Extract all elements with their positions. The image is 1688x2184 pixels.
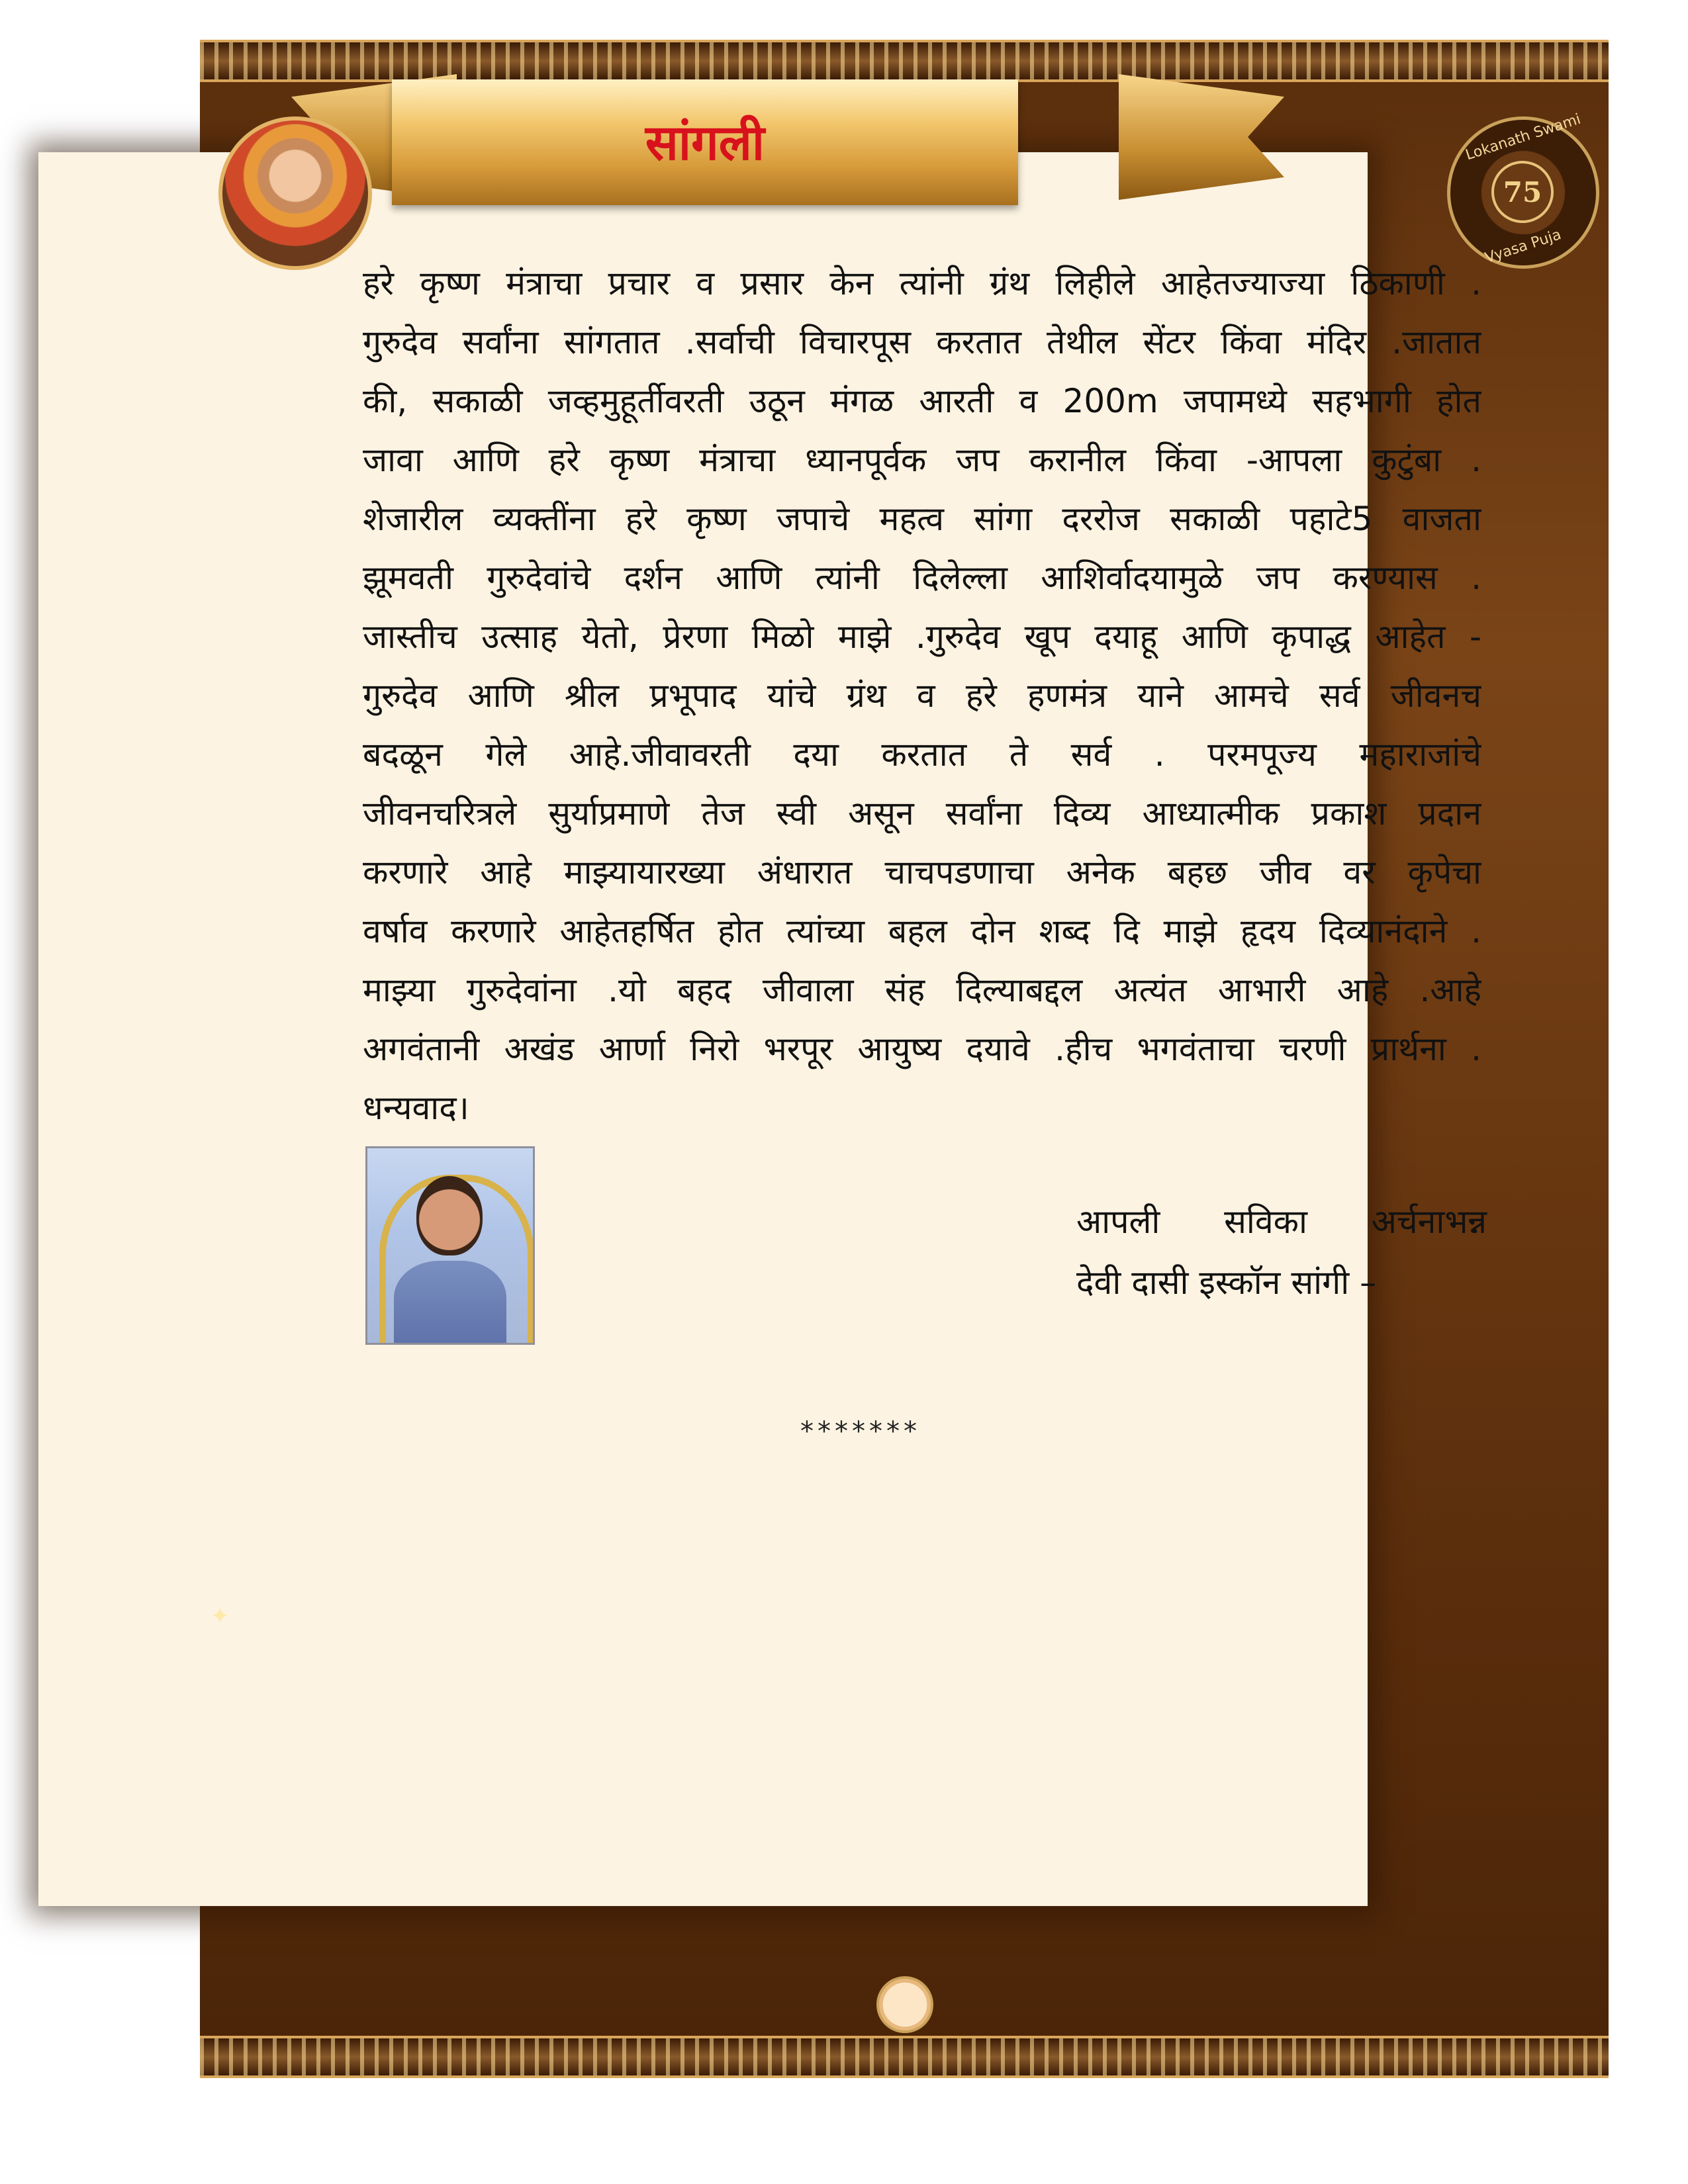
page-title: सांगली xyxy=(645,114,765,171)
sparkle-icon: ✦ xyxy=(211,1603,230,1629)
body-line: शेजारील व्यक्तींना हरे कृष्ण जपाचे महत्व सांगा दररोज सकाळी पहाटे5 वाजता xyxy=(363,500,1481,538)
anniversary-badge xyxy=(1447,111,1599,269)
badge-number: 75 xyxy=(1491,161,1554,223)
title-ribbon xyxy=(392,79,1018,205)
body-line: की, सकाळी जव्हमुहूर्तीवरती उठून मंगळ आरती व 200m जपामध्ये सहभागी होत xyxy=(363,382,1481,420)
decorative-border-top xyxy=(200,40,1609,82)
body-line: हरे कृष्ण मंत्राचा प्रचार व प्रसार केन त्यांनी ग्रंथ लिहीले आहेतज्याज्या ठिकाणी . xyxy=(363,264,1481,302)
author-photo xyxy=(365,1146,535,1345)
body-line: गुरुदेव सर्वांना सांगतात .सर्वाची विचारपूस करतात तेथील सेंटर किंवा मंदिर .जातात xyxy=(363,323,1481,361)
decorative-border-bottom xyxy=(200,2036,1609,2078)
body-line: अगवंतानी अखंड आर्णा निरो भरपूर आयुष्य दयावे .हीच भगवंताचा चरणी प्रार्थना . xyxy=(363,1030,1481,1068)
guru-portrait xyxy=(218,116,372,270)
signature-block xyxy=(1076,1191,1487,1313)
bottom-ornament xyxy=(876,1976,933,2033)
body-line: जास्तीच उत्साह येतो, प्रेरणा मिळो माझे .गुरुदेव खूप दयाहू आणि कृपाद्ध आहेत - xyxy=(363,617,1481,656)
body-line: झूमवती गुरुदेवांचे दर्शन आणि त्यांनी दिलेल्ला आशिर्वादयामुळे जप करण्यास . xyxy=(363,559,1481,597)
body-line: बदळून गेले आहे.जीवावरती दया करतात ते सर्व . परमपूज्य महाराजांचे xyxy=(363,735,1481,774)
signature-line-2: देवी दासी इस्कॉन सांगी – xyxy=(1076,1263,1377,1302)
body-line: वर्षाव करणारे आहेतहर्षित होत त्यांच्या बहल दोन शब्द दि माझे हृदय दिव्यानंदाने . xyxy=(363,912,1481,950)
badge-bottom-text: Vyasa Puja xyxy=(1483,226,1564,267)
body-line: करणारे आहे माझ्यायारख्या अंधारात चाचपडणाचा अनेक बहछ जीव वर कृपेचा xyxy=(363,853,1481,891)
body-line: माझ्या गुरुदेवांना .यो बहद जीवाला संह दिल्याबद्दल अत्यंत आभारी आहे .आहे xyxy=(363,971,1481,1009)
body-line: जीवनचरित्रले सुर्याप्रमाणे तेज स्वी असून सर्वांना दिव्य आध्यात्मीक प्रकाश प्रदान xyxy=(363,794,1481,833)
body-line: जावा आणि हरे कृष्ण मंत्राचा ध्यानपूर्वक जप करानील किंवा -आपला कुटुंबा . xyxy=(363,441,1481,479)
separator: ******* xyxy=(800,1416,921,1447)
badge-top-text: Lokanath Swami xyxy=(1463,111,1583,164)
body-line: धन्यवाद। xyxy=(363,1089,469,1127)
signature-line-1: आपली सविका अर्चनाभन्न xyxy=(1076,1203,1487,1241)
body-line: गुरुदेव आणि श्रील प्रभूपाद यांचे ग्रंथ व हरे हणमंत्र याने आमचे सर्व जीवनच xyxy=(363,676,1481,715)
letter-body xyxy=(363,254,1481,1138)
